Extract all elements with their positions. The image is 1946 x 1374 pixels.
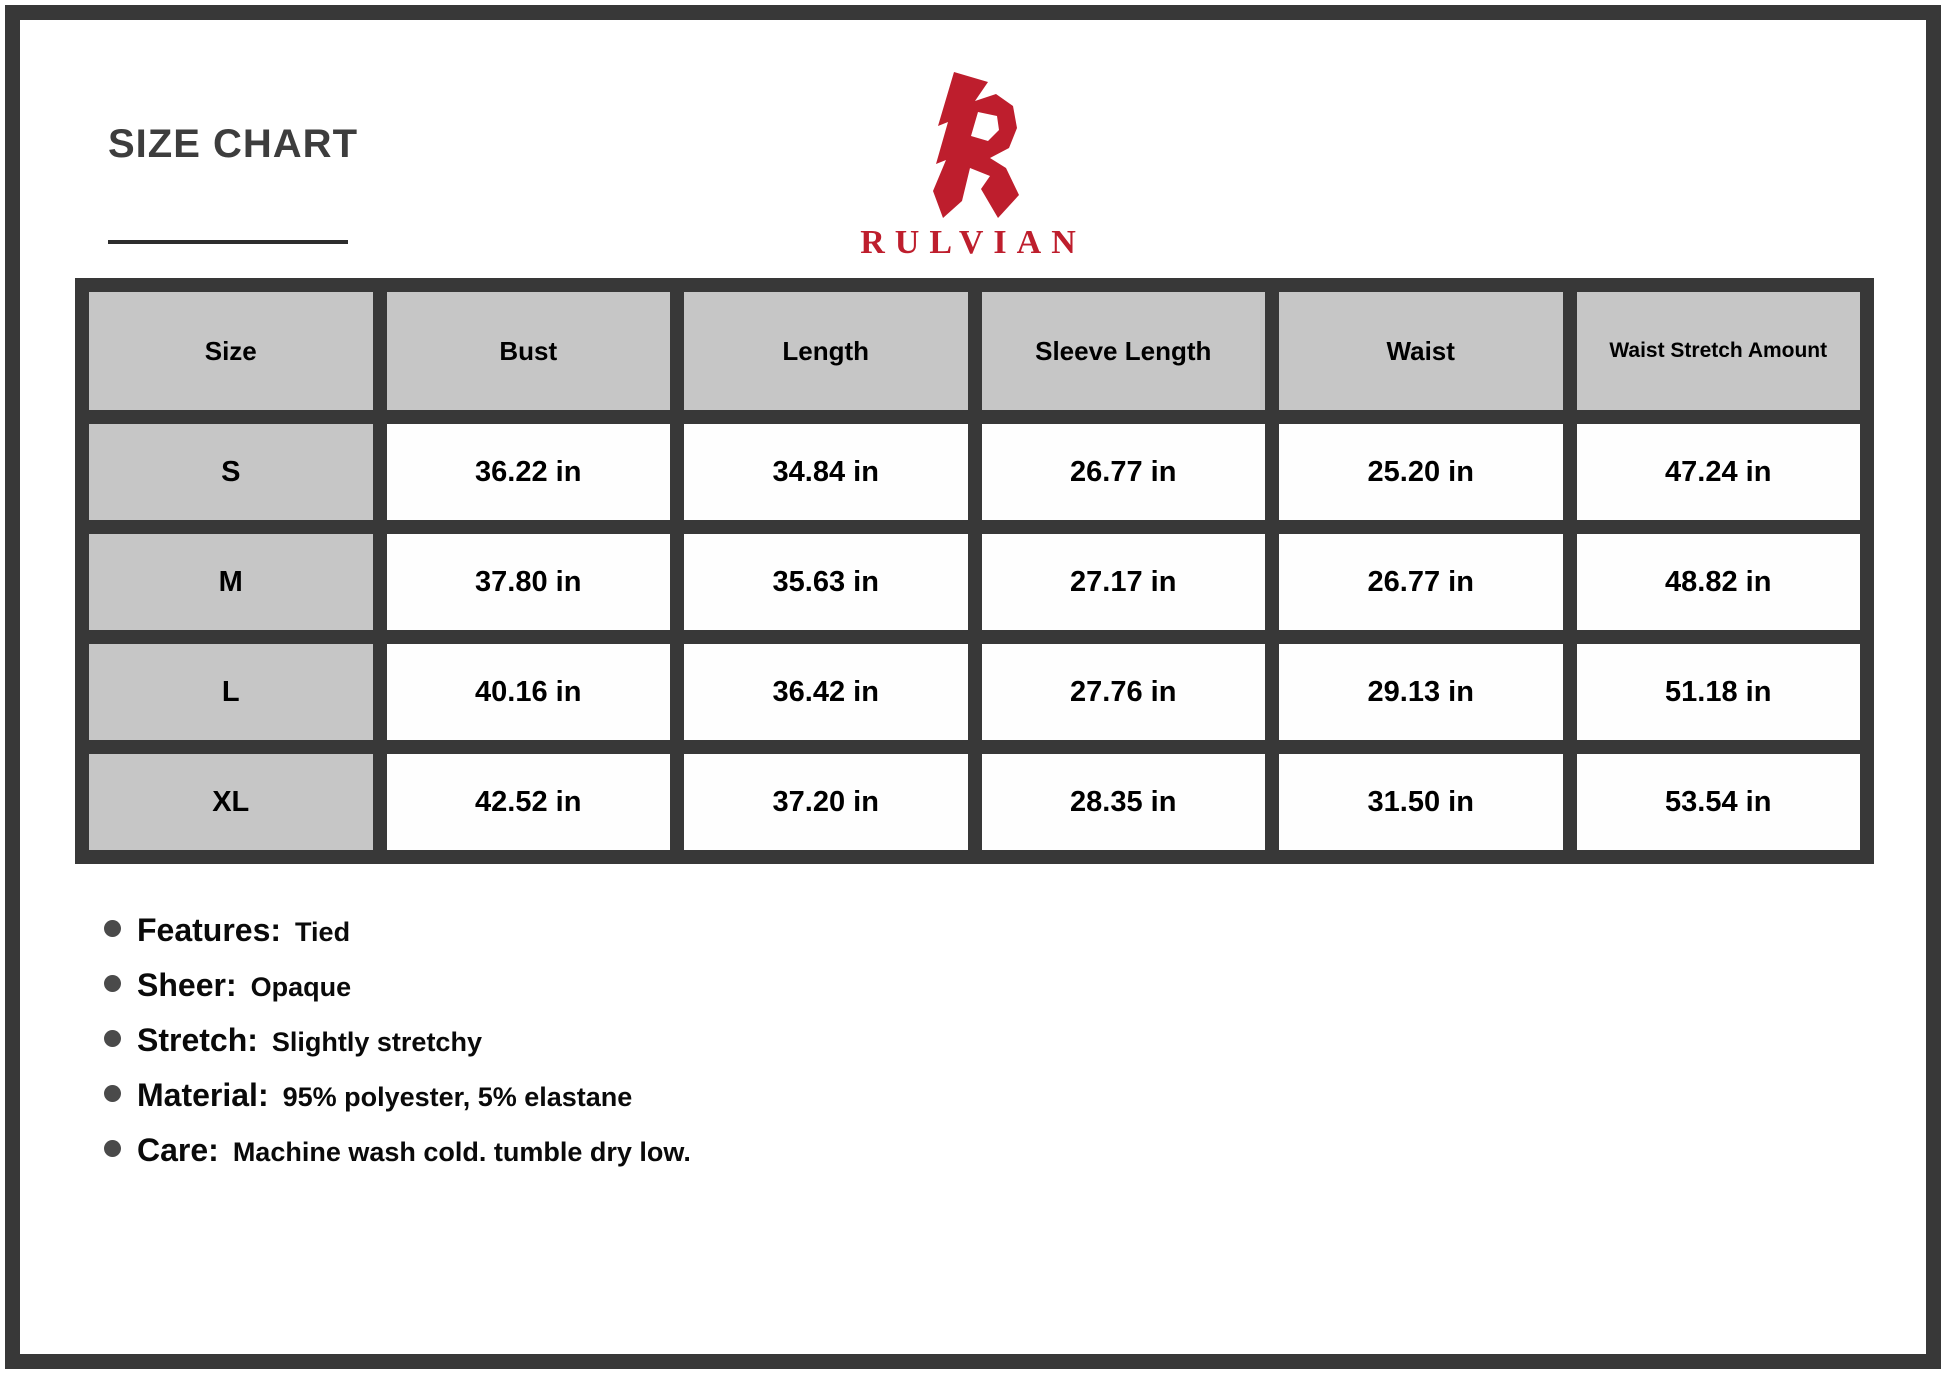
page-title: SIZE CHART	[108, 122, 358, 166]
table-row-size-label: S	[89, 424, 373, 520]
detail-value: Opaque	[250, 972, 352, 1002]
detail-value: 95% polyester, 5% elastane	[282, 1082, 633, 1112]
angular-r-logo	[907, 68, 1039, 218]
brand-block	[763, 68, 1183, 262]
bullet-icon	[104, 1140, 121, 1157]
table-cell: 34.84 in	[684, 424, 968, 520]
table-cell: 42.52 in	[387, 754, 671, 850]
table-cell: 37.80 in	[387, 534, 671, 630]
col-header-waist: Waist	[1279, 292, 1563, 410]
col-header-size: Size	[89, 292, 373, 410]
detail-label: Material:	[137, 1077, 269, 1113]
table-row-size-label: L	[89, 644, 373, 740]
table-cell: 29.13 in	[1279, 644, 1563, 740]
brand-name: RULVIAN	[860, 224, 1086, 261]
page-frame	[5, 5, 1941, 1369]
table-cell: 51.18 in	[1577, 644, 1861, 740]
col-header-sleeve-length: Sleeve Length	[982, 292, 1266, 410]
table-cell: 36.22 in	[387, 424, 671, 520]
table-cell: 26.77 in	[1279, 534, 1563, 630]
size-chart-table	[75, 278, 1874, 864]
list-item	[104, 1022, 691, 1059]
table-cell: 48.82 in	[1577, 534, 1861, 630]
detail-value: Machine wash cold. tumble dry low.	[232, 1137, 691, 1167]
table-row-size-label: M	[89, 534, 373, 630]
detail-label: Care:	[137, 1132, 219, 1168]
detail-label: Sheer:	[137, 967, 237, 1003]
title-underline	[108, 240, 348, 244]
table-cell: 40.16 in	[387, 644, 671, 740]
list-item	[104, 912, 691, 949]
table-cell: 35.63 in	[684, 534, 968, 630]
col-header-length: Length	[684, 292, 968, 410]
table-cell: 25.20 in	[1279, 424, 1563, 520]
col-header-waist-stretch-amount: Waist Stretch Amount	[1577, 292, 1861, 410]
table-cell: 31.50 in	[1279, 754, 1563, 850]
table-cell: 53.54 in	[1577, 754, 1861, 850]
list-item	[104, 967, 691, 1004]
table-cell: 26.77 in	[982, 424, 1266, 520]
product-details-list	[104, 912, 691, 1187]
list-item	[104, 1132, 691, 1169]
bullet-icon	[104, 1085, 121, 1102]
table-cell: 27.17 in	[982, 534, 1266, 630]
table-cell: 47.24 in	[1577, 424, 1861, 520]
bullet-icon	[104, 975, 121, 992]
detail-value: Tied	[295, 917, 351, 947]
table-cell: 27.76 in	[982, 644, 1266, 740]
detail-label: Stretch:	[137, 1022, 258, 1058]
detail-label: Features:	[137, 912, 282, 948]
table-cell: 37.20 in	[684, 754, 968, 850]
detail-value: Slightly stretchy	[271, 1027, 482, 1057]
table-cell: 36.42 in	[684, 644, 968, 740]
bullet-icon	[104, 920, 121, 937]
table-cell: 28.35 in	[982, 754, 1266, 850]
bullet-icon	[104, 1030, 121, 1047]
list-item	[104, 1077, 691, 1114]
col-header-bust: Bust	[387, 292, 671, 410]
table-row-size-label: XL	[89, 754, 373, 850]
